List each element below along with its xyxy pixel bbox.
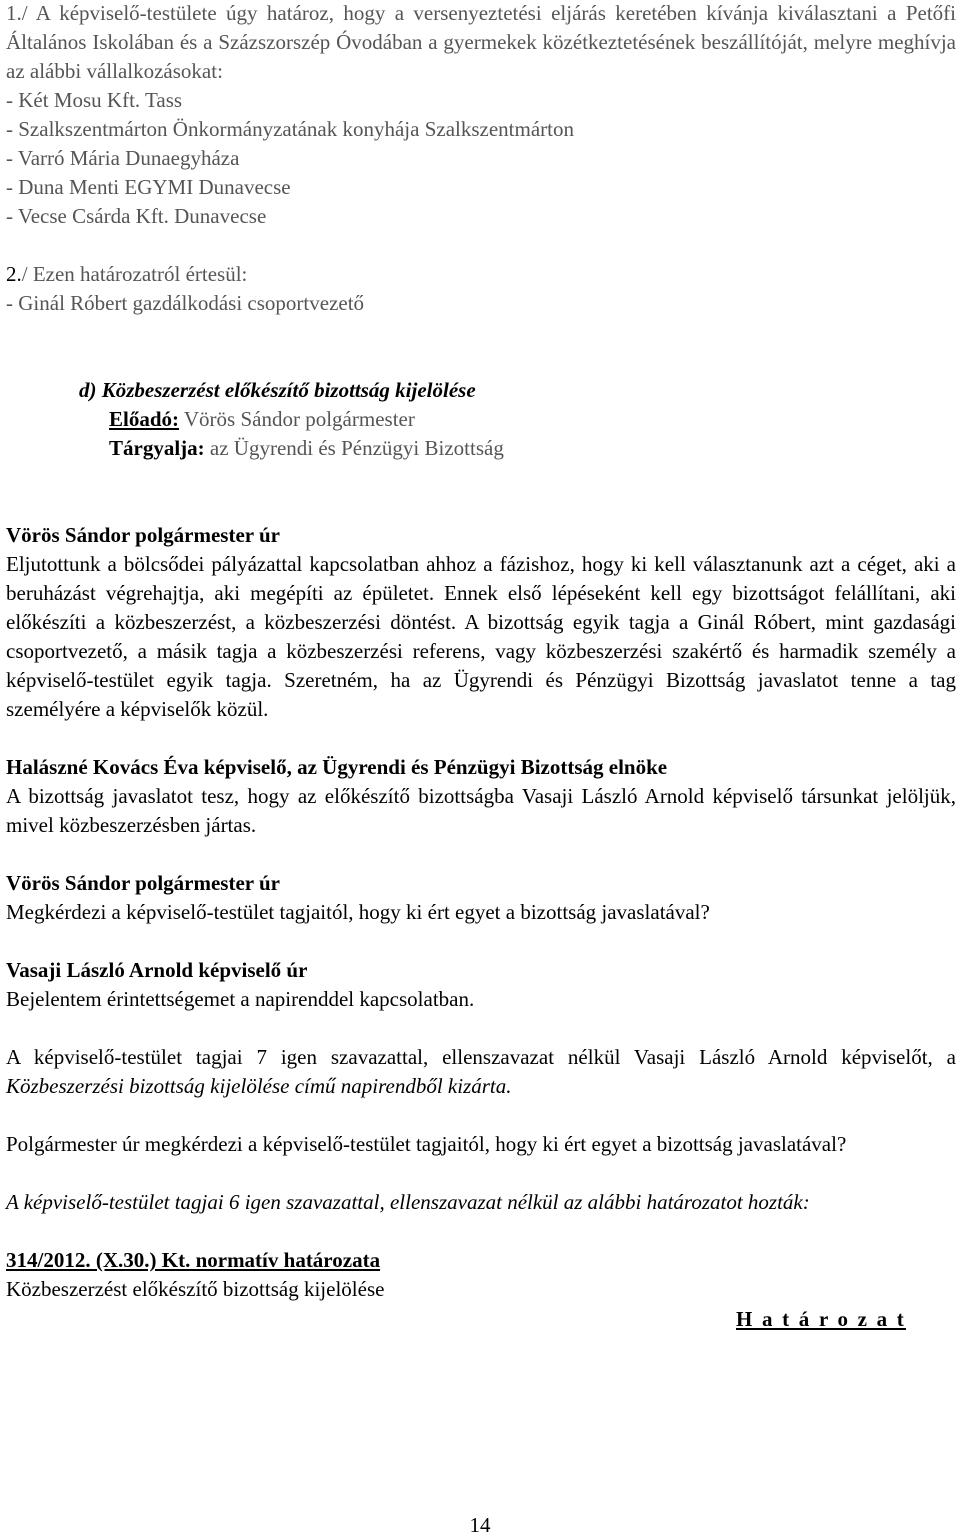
- speech-text: Eljutottunk a bölcsődei pályázattal kapcsolatban ahhoz a fázishoz, hogy ki kell választanunk azt a céget, aki a beruházást végrehajtja, aki megépíti az épületet. Ennek első lépéseként kell egy bizottságot felállítani, aki előkészíti a közbeszerzést, a közbeszerzési döntést. A bizottság egyik tagja a Ginál Róbert, mint gazdasági csoportvezető, a másik tagja a közbeszerzési referens, vagy közbeszerzési szakértő és harmadik személy a képviselő-testület egyik tagja. Szeretném, ha az Ügyrendi és Pénzügyi Bizottság javaslatot tenne a tag személyére a képviselők közül.: [6, 552, 956, 721]
- document-page: [6, 0, 956, 1334]
- agenda-title: [6, 376, 956, 405]
- agenda-letter: d): [79, 378, 97, 402]
- point-number: 2.: [6, 262, 22, 286]
- company-item: - Varró Mária Dunaegyháza: [6, 146, 240, 170]
- agenda-presenter: [6, 405, 956, 434]
- resolution-number: 314/2012. (X.30.) Kt. normatív határozata: [6, 1248, 381, 1272]
- presenter-name: Vörös Sándor polgármester: [183, 407, 415, 431]
- speaker-name: Vörös Sándor polgármester úr: [6, 523, 280, 547]
- speech: [6, 956, 956, 1014]
- vote-result-italic: Közbeszerzési bizottság kijelölése című napirendből kizárta.: [6, 1074, 512, 1098]
- speech: [6, 869, 956, 927]
- agenda-block: [6, 376, 956, 463]
- company-item: - Vecse Csárda Kft. Dunavecse: [6, 204, 267, 228]
- notify-text: / Ezen határozatról értesül:: [21, 262, 248, 286]
- company-item: - Duna Menti EGYMI Dunavecse: [6, 175, 291, 199]
- speaker-name: Vörös Sándor polgármester úr: [6, 871, 280, 895]
- speech: [6, 521, 956, 724]
- notified-person: - Ginál Róbert gazdálkodási csoportvezető: [6, 291, 365, 315]
- resolution-point-2: [6, 260, 956, 289]
- page-number: 14: [469, 1513, 491, 1537]
- presenter-label: Előadó:: [109, 407, 180, 431]
- vote-result-2: A képviselő-testület tagjai 6 igen szavazattal, ellenszavazat nélkül az alábbi határozatot hozták:: [6, 1190, 810, 1214]
- company-item: - Két Mosu Kft. Tass: [6, 88, 183, 112]
- vote-result-1: [6, 1043, 956, 1101]
- resolution-subject: Közbeszerzést előkészítő bizottság kijelölése: [6, 1277, 385, 1301]
- resolution-heading: H a t á r o z a t: [736, 1307, 906, 1331]
- agenda-discussed: [6, 434, 956, 463]
- agenda-title-text: Közbeszerzést előkészítő bizottság kijelölése: [101, 378, 476, 402]
- company-list: [6, 86, 956, 231]
- speaker-name: Halászné Kovács Éva képviselő, az Ügyrendi és Pénzügyi Bizottság elnöke: [6, 755, 668, 779]
- vote-result-text: A képviselő-testület tagjai 7 igen szavazattal, ellenszavazat nélkül Vasaji László Arnold képviselőt, a: [6, 1045, 956, 1069]
- resolution-block: [6, 1246, 956, 1334]
- resolution-point-1: 1./ A képviselő-testülete úgy határoz, hogy a versenyeztetési eljárás keretében kívánja kiválasztani a Petőfi Általános Iskolában és a Százszorszép Óvodában a gyermekek közétkeztetésének beszállítóját, melyre meghívja az alábbi vállalkozásokat:: [6, 1, 956, 83]
- discussed-label: Tárgyalja:: [109, 436, 205, 460]
- company-item: - Szalkszentmárton Önkormányzatának konyhája Szalkszentmárton: [6, 117, 574, 141]
- mayor-question: Polgármester úr megkérdezi a képviselő-testület tagjaitól, hogy ki ért egyet a bizottság javaslatával?: [6, 1132, 847, 1156]
- speech-text: Megkérdezi a képviselő-testület tagjaitól, hogy ki ért egyet a bizottság javaslatával?: [6, 900, 710, 924]
- discussed-by: az Ügyrendi és Pénzügyi Bizottság: [209, 436, 504, 460]
- speech-text: Bejelentem érintettségemet a napirenddel kapcsolatban.: [6, 987, 475, 1011]
- speaker-name: Vasaji László Arnold képviselő úr: [6, 958, 308, 982]
- speech: [6, 753, 956, 840]
- speech-text: A bizottság javaslatot tesz, hogy az előkészítő bizottságba Vasaji László Arnold képviselő társunkat jelöljük, mivel közbeszerzésben jártas.: [6, 784, 956, 837]
